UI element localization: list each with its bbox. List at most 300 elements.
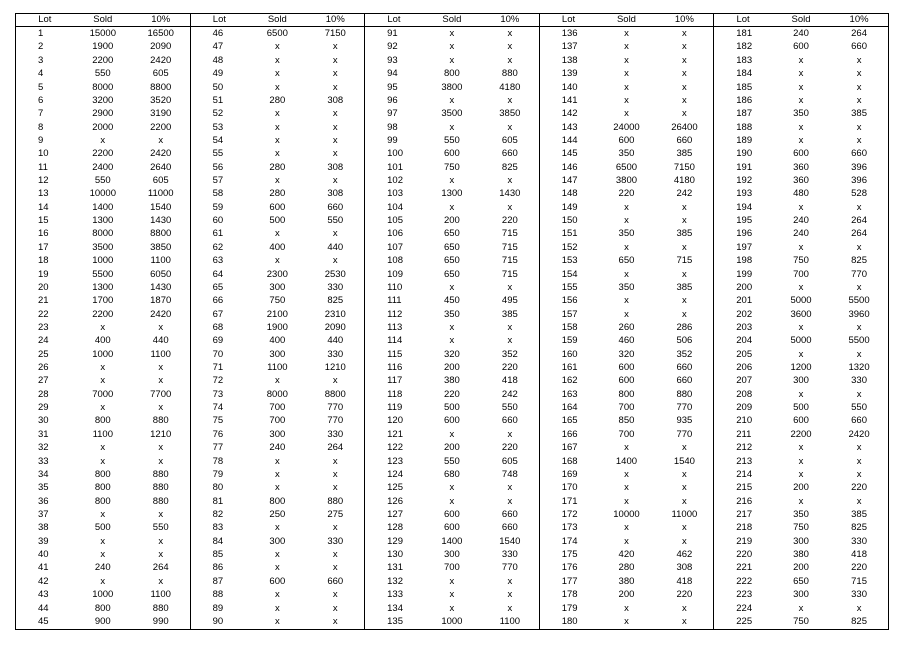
lot-cell: 174 xyxy=(539,535,597,548)
sold-cell: x xyxy=(274,134,280,146)
lot-cell: 8 xyxy=(38,121,44,133)
sold-cell: 2200 xyxy=(92,54,114,66)
sold-cell: 6500 xyxy=(266,28,288,40)
tenpct-cell: x xyxy=(332,41,338,53)
sold-cell: 24000 xyxy=(613,121,640,133)
sold-cell: 200 xyxy=(443,215,460,227)
sold-cell: x xyxy=(274,522,280,534)
tenpct-cell: 1210 xyxy=(150,428,172,440)
sold-cell: 8000 xyxy=(92,228,114,240)
sold-cell: 3200 xyxy=(92,94,114,106)
tenpct-cell: 880 xyxy=(152,415,169,427)
lot-cell: 148 xyxy=(539,188,597,201)
lot-cell: 86 xyxy=(190,562,248,575)
sold-cell: x xyxy=(449,335,455,347)
sold-cell: 750 xyxy=(793,616,809,628)
lot-cell: 5 xyxy=(38,81,44,93)
lot-cell: 197 xyxy=(714,241,772,254)
tenpct-cell: x xyxy=(332,121,338,133)
lot-cell: 188 xyxy=(714,121,772,134)
sold-cell: x xyxy=(624,68,629,80)
sold-cell: x xyxy=(624,241,629,253)
tenpct-cell: 330 xyxy=(851,375,867,387)
sold-cell: x xyxy=(274,255,280,267)
sold-cell: 350 xyxy=(618,228,635,240)
tenpct-cell: 220 xyxy=(501,362,518,374)
lot-cell: 201 xyxy=(714,295,772,308)
tenpct-cell: 715 xyxy=(501,228,518,240)
sold-cell: x xyxy=(798,321,804,333)
lot-cell: 54 xyxy=(190,134,248,147)
sold-cell: x xyxy=(449,54,455,66)
lot-cell: 184 xyxy=(714,67,772,80)
table-row xyxy=(16,134,889,147)
lot-cell: 3 xyxy=(38,54,44,66)
tenpct-cell: 264 xyxy=(851,215,867,227)
lot-cell: 28 xyxy=(38,388,49,400)
sold-cell: 300 xyxy=(793,375,809,387)
tenpct-cell: x xyxy=(332,134,338,146)
sold-cell: x xyxy=(624,295,629,307)
tenpct-cell: 8800 xyxy=(150,228,172,240)
sold-cell: x xyxy=(624,522,629,534)
lot-cell: 101 xyxy=(365,161,423,174)
tenpct-cell: x xyxy=(856,68,862,80)
tenpct-cell: 7150 xyxy=(673,161,695,173)
lot-cell: 20 xyxy=(38,281,49,293)
lot-cell: 6 xyxy=(38,94,44,106)
lot-cell: 85 xyxy=(190,548,248,561)
tenpct-cell: x xyxy=(332,549,338,561)
sold-cell: 380 xyxy=(793,549,809,561)
lot-cell: 41 xyxy=(38,562,49,574)
lot-cell: 221 xyxy=(714,562,772,575)
lot-cell: 31 xyxy=(38,428,49,440)
tenpct-cell: 1100 xyxy=(499,616,521,628)
sold-cell: 800 xyxy=(94,415,111,427)
lot-cell: 45 xyxy=(38,616,49,628)
tenpct-cell: 3520 xyxy=(150,94,172,106)
tenpct-cell: 528 xyxy=(851,188,867,200)
tenpct-cell: x xyxy=(158,509,164,520)
tenpct-cell: 660 xyxy=(676,362,693,374)
lot-cell: 2 xyxy=(38,41,44,53)
sold-cell: x xyxy=(449,41,455,53)
tenpct-cell: x xyxy=(332,54,338,66)
tenpct-cell: 6050 xyxy=(150,268,172,280)
sold-cell: 3600 xyxy=(790,308,812,320)
sold-cell: 2200 xyxy=(92,148,114,160)
lot-cell: 216 xyxy=(714,495,772,508)
lot-cell: 33 xyxy=(38,455,49,467)
tenpct-cell: 605 xyxy=(152,68,169,80)
sold-cell: 350 xyxy=(618,281,635,293)
tenpct-cell: x xyxy=(507,589,513,601)
lot-cell: 91 xyxy=(365,27,423,41)
sold-cell: x xyxy=(100,509,106,520)
tenpct-cell: x xyxy=(682,241,687,253)
table-row xyxy=(16,401,889,414)
sold-cell: 600 xyxy=(618,362,635,374)
sold-cell: 380 xyxy=(618,575,635,587)
tenpct-cell: 715 xyxy=(501,241,518,253)
lot-cell: 67 xyxy=(190,308,248,321)
lot-cell: 14 xyxy=(38,201,49,213)
lot-cell: 110 xyxy=(365,281,423,294)
table-body xyxy=(16,27,889,630)
sold-cell: x xyxy=(798,94,804,106)
tenpct-cell: x xyxy=(332,228,338,240)
sold-cell: x xyxy=(274,41,280,53)
sold-cell: 700 xyxy=(618,428,635,440)
tenpct-cell: 715 xyxy=(676,255,693,267)
tenpct-cell: 242 xyxy=(676,188,693,200)
sold-cell: 400 xyxy=(269,335,286,347)
sold-cell: x xyxy=(100,442,106,454)
lot-cell: 187 xyxy=(714,108,772,121)
lot-cell: 224 xyxy=(714,602,772,615)
lot-cell: 158 xyxy=(539,321,597,334)
sold-cell: x xyxy=(624,108,629,120)
lot-cell: 84 xyxy=(190,535,248,548)
tenpct-cell: x xyxy=(856,121,862,133)
sold-cell: 360 xyxy=(793,161,809,173)
lot-sales-table xyxy=(15,13,889,630)
sold-cell: 200 xyxy=(793,482,809,494)
lot-cell: 209 xyxy=(714,401,772,414)
lot-cell: 115 xyxy=(365,348,423,361)
tenpct-cell: x xyxy=(158,575,164,587)
tenpct-cell: 660 xyxy=(327,575,344,587)
tenpct-cell: 660 xyxy=(501,509,518,520)
header-lot: Lot xyxy=(16,14,74,27)
table-row xyxy=(16,588,889,601)
sold-cell: 1900 xyxy=(92,41,114,53)
lot-cell: 74 xyxy=(190,401,248,414)
sold-cell: 750 xyxy=(793,255,809,267)
lot-cell: 27 xyxy=(38,375,49,387)
sold-cell: 240 xyxy=(793,215,809,227)
lot-cell: 225 xyxy=(714,615,772,629)
sold-cell: x xyxy=(274,455,280,467)
sold-cell: 550 xyxy=(443,455,460,467)
sold-cell: 600 xyxy=(269,575,286,587)
lot-cell: 113 xyxy=(365,321,423,334)
tenpct-cell: 275 xyxy=(327,509,344,520)
lot-cell: 15 xyxy=(38,215,49,227)
lot-cell: 177 xyxy=(539,575,597,588)
sold-cell: 3500 xyxy=(441,108,463,120)
tenpct-cell: 330 xyxy=(501,549,518,561)
tenpct-cell: 880 xyxy=(152,495,169,507)
lot-cell: 208 xyxy=(714,388,772,401)
lot-cell: 143 xyxy=(539,121,597,134)
tenpct-cell: 11000 xyxy=(147,188,174,200)
sold-cell: x xyxy=(624,268,629,280)
sold-cell: 1000 xyxy=(92,589,114,601)
sold-cell: 700 xyxy=(269,402,286,414)
tenpct-cell: 550 xyxy=(327,215,344,227)
header-tenpct: 10% xyxy=(306,14,364,27)
lot-cell: 132 xyxy=(365,575,423,588)
sold-cell: 280 xyxy=(269,94,286,106)
lot-cell: 57 xyxy=(190,174,248,187)
lot-cell: 109 xyxy=(365,268,423,281)
lot-cell: 182 xyxy=(714,41,772,54)
lot-cell: 16 xyxy=(38,228,49,240)
tenpct-cell: x xyxy=(856,281,862,293)
tenpct-cell: 2640 xyxy=(150,161,172,173)
tenpct-cell: x xyxy=(682,54,687,66)
sold-cell: 700 xyxy=(443,562,460,574)
sold-cell: 350 xyxy=(793,108,809,120)
tenpct-cell: x xyxy=(507,281,513,293)
tenpct-cell: x xyxy=(332,255,338,267)
sold-cell: 600 xyxy=(793,415,809,427)
lot-cell: 36 xyxy=(38,495,49,507)
tenpct-cell: 330 xyxy=(327,281,344,293)
header-tenpct: 10% xyxy=(481,14,539,27)
sold-cell: 750 xyxy=(269,295,286,307)
sold-cell: 5000 xyxy=(790,335,812,347)
lot-cell: 83 xyxy=(190,522,248,535)
sold-cell: x xyxy=(274,468,280,480)
sold-cell: 240 xyxy=(269,442,286,454)
sold-cell: 1100 xyxy=(92,428,113,440)
lot-cell: 49 xyxy=(190,67,248,80)
lot-cell: 89 xyxy=(190,602,248,615)
tenpct-cell: 2420 xyxy=(150,54,172,66)
sold-cell: x xyxy=(449,482,455,494)
sold-cell: x xyxy=(449,201,455,213)
tenpct-cell: x xyxy=(682,468,687,480)
header-tenpct: 10% xyxy=(830,14,888,27)
table-row xyxy=(16,241,889,254)
table-row xyxy=(16,388,889,401)
lot-cell: 88 xyxy=(190,588,248,601)
lot-cell: 17 xyxy=(38,241,49,253)
tenpct-cell: 770 xyxy=(676,402,693,414)
tenpct-cell: x xyxy=(332,602,338,614)
sold-cell: x xyxy=(449,175,455,187)
tenpct-cell: 1540 xyxy=(499,535,521,547)
lot-cell: 105 xyxy=(365,214,423,227)
sold-cell: x xyxy=(798,81,804,93)
table-row xyxy=(16,27,889,41)
tenpct-cell: 308 xyxy=(676,562,693,574)
sold-cell: 1400 xyxy=(441,535,463,547)
table-row xyxy=(16,522,889,535)
lot-cell: 160 xyxy=(539,348,597,361)
sold-cell: 300 xyxy=(793,589,809,601)
tenpct-cell: 506 xyxy=(676,335,693,347)
lot-cell: 37 xyxy=(38,509,49,520)
sold-cell: 3500 xyxy=(92,241,114,253)
sold-cell: x xyxy=(274,148,280,160)
tenpct-cell: 308 xyxy=(327,188,344,200)
table-row xyxy=(16,67,889,80)
sold-cell: 200 xyxy=(443,442,460,454)
sold-cell: 650 xyxy=(443,255,460,267)
sold-cell: 650 xyxy=(793,575,809,587)
sold-cell: 320 xyxy=(443,348,460,360)
lot-cell: 165 xyxy=(539,415,597,428)
lot-cell: 196 xyxy=(714,228,772,241)
lot-cell: 66 xyxy=(190,295,248,308)
sold-cell: 200 xyxy=(443,362,460,374)
tenpct-cell: 825 xyxy=(851,522,867,534)
lot-cell: 111 xyxy=(365,295,423,308)
lot-cell: 114 xyxy=(365,335,423,348)
sold-cell: x xyxy=(274,549,280,561)
tenpct-cell: 550 xyxy=(851,402,867,414)
tenpct-cell: x xyxy=(332,468,338,480)
lot-cell: 192 xyxy=(714,174,772,187)
tenpct-cell: x xyxy=(856,442,862,454)
tenpct-cell: x xyxy=(507,94,513,106)
table-row xyxy=(16,482,889,495)
tenpct-cell: x xyxy=(332,522,338,534)
lot-cell: 65 xyxy=(190,281,248,294)
lot-cell: 18 xyxy=(38,255,49,267)
tenpct-cell: 825 xyxy=(851,616,867,628)
lot-cell: 220 xyxy=(714,548,772,561)
tenpct-cell: x xyxy=(682,215,687,227)
tenpct-cell: 7150 xyxy=(324,28,346,40)
sold-cell: x xyxy=(624,308,629,320)
lot-cell: 163 xyxy=(539,388,597,401)
sold-cell: 1000 xyxy=(441,616,463,628)
tenpct-cell: x xyxy=(332,68,338,80)
tenpct-cell: x xyxy=(682,94,687,106)
tenpct-cell: x xyxy=(507,335,513,347)
tenpct-cell: x xyxy=(507,428,513,440)
sold-cell: x xyxy=(449,589,455,601)
sold-cell: x xyxy=(624,41,629,53)
sold-cell: x xyxy=(798,602,804,614)
table-row xyxy=(16,508,889,521)
lot-cell: 181 xyxy=(714,27,772,41)
table-row xyxy=(16,375,889,388)
tenpct-cell: 660 xyxy=(851,148,867,160)
tenpct-cell: 660 xyxy=(851,41,867,53)
lot-cell: 107 xyxy=(365,241,423,254)
sold-cell: 500 xyxy=(269,215,286,227)
lot-cell: 154 xyxy=(539,268,597,281)
lot-cell: 195 xyxy=(714,214,772,227)
sold-cell: 600 xyxy=(443,509,460,520)
sold-cell: 280 xyxy=(269,188,286,200)
sold-cell: 650 xyxy=(443,241,460,253)
header-sold: Sold xyxy=(74,14,132,27)
sold-cell: 500 xyxy=(443,402,460,414)
sold-cell: x xyxy=(449,121,455,133)
sold-cell: 800 xyxy=(269,495,286,507)
sold-cell: x xyxy=(274,562,280,574)
lot-cell: 170 xyxy=(539,482,597,495)
sold-cell: x xyxy=(449,575,455,587)
lot-cell: 191 xyxy=(714,161,772,174)
sold-cell: 600 xyxy=(793,148,809,160)
tenpct-cell: x xyxy=(332,562,338,574)
sold-cell: 400 xyxy=(269,241,286,253)
tenpct-cell: 242 xyxy=(501,388,518,400)
tenpct-cell: 4180 xyxy=(499,81,521,93)
sold-cell: 380 xyxy=(443,375,460,387)
sold-cell: x xyxy=(274,108,280,120)
sold-cell: x xyxy=(274,616,280,628)
lot-cell: 81 xyxy=(190,495,248,508)
table-row xyxy=(16,495,889,508)
lot-cell: 149 xyxy=(539,201,597,214)
sold-cell: 6500 xyxy=(615,161,638,173)
tenpct-cell: 2420 xyxy=(150,148,172,160)
tenpct-cell: x xyxy=(856,54,862,66)
tenpct-cell: 26400 xyxy=(671,121,698,133)
lot-cell: 78 xyxy=(190,455,248,468)
tenpct-cell: x xyxy=(332,375,338,387)
tenpct-cell: 748 xyxy=(501,468,518,480)
tenpct-cell: 935 xyxy=(676,415,693,427)
table-row xyxy=(16,41,889,54)
tenpct-cell: 330 xyxy=(851,589,867,601)
tenpct-cell: 495 xyxy=(501,295,518,307)
tenpct-cell: 1100 xyxy=(150,589,171,601)
tenpct-cell: 440 xyxy=(152,335,169,347)
lot-cell: 22 xyxy=(38,308,49,320)
sold-cell: 3800 xyxy=(615,175,638,187)
lot-cell: 76 xyxy=(190,428,248,441)
lot-cell: 156 xyxy=(539,295,597,308)
tenpct-cell: x xyxy=(507,175,513,187)
sold-cell: x xyxy=(798,121,804,133)
lot-cell: 155 xyxy=(539,281,597,294)
sold-cell: x xyxy=(100,575,106,587)
tenpct-cell: x xyxy=(507,482,513,494)
tenpct-cell: 5500 xyxy=(848,295,870,307)
tenpct-cell: 330 xyxy=(327,535,344,547)
sold-cell: 600 xyxy=(793,41,809,53)
tenpct-cell: 1430 xyxy=(150,281,172,293)
lot-cell: 117 xyxy=(365,375,423,388)
lot-cell: 122 xyxy=(365,442,423,455)
lot-cell: 169 xyxy=(539,468,597,481)
sold-cell: x xyxy=(798,281,804,293)
tenpct-cell: 220 xyxy=(851,562,867,574)
tenpct-cell: x xyxy=(682,482,687,494)
lot-cell: 133 xyxy=(365,588,423,601)
sold-cell: 350 xyxy=(618,148,635,160)
tenpct-cell: x xyxy=(332,482,338,494)
lot-cell: 171 xyxy=(539,495,597,508)
tenpct-cell: 330 xyxy=(327,428,344,440)
tenpct-cell: 770 xyxy=(327,402,344,414)
lot-cell: 204 xyxy=(714,335,772,348)
lot-cell: 60 xyxy=(190,214,248,227)
lot-cell: 11 xyxy=(38,161,48,173)
tenpct-cell: x xyxy=(158,455,164,467)
tenpct-cell: 715 xyxy=(501,268,518,280)
table-row xyxy=(16,308,889,321)
tenpct-cell: 418 xyxy=(676,575,693,587)
lot-cell: 222 xyxy=(714,575,772,588)
sold-cell: x xyxy=(798,455,804,467)
lot-cell: 103 xyxy=(365,188,423,201)
header-sold: Sold xyxy=(248,14,306,27)
tenpct-cell: 2530 xyxy=(324,268,346,280)
sold-cell: 3800 xyxy=(441,81,463,93)
sold-cell: 650 xyxy=(443,228,460,240)
